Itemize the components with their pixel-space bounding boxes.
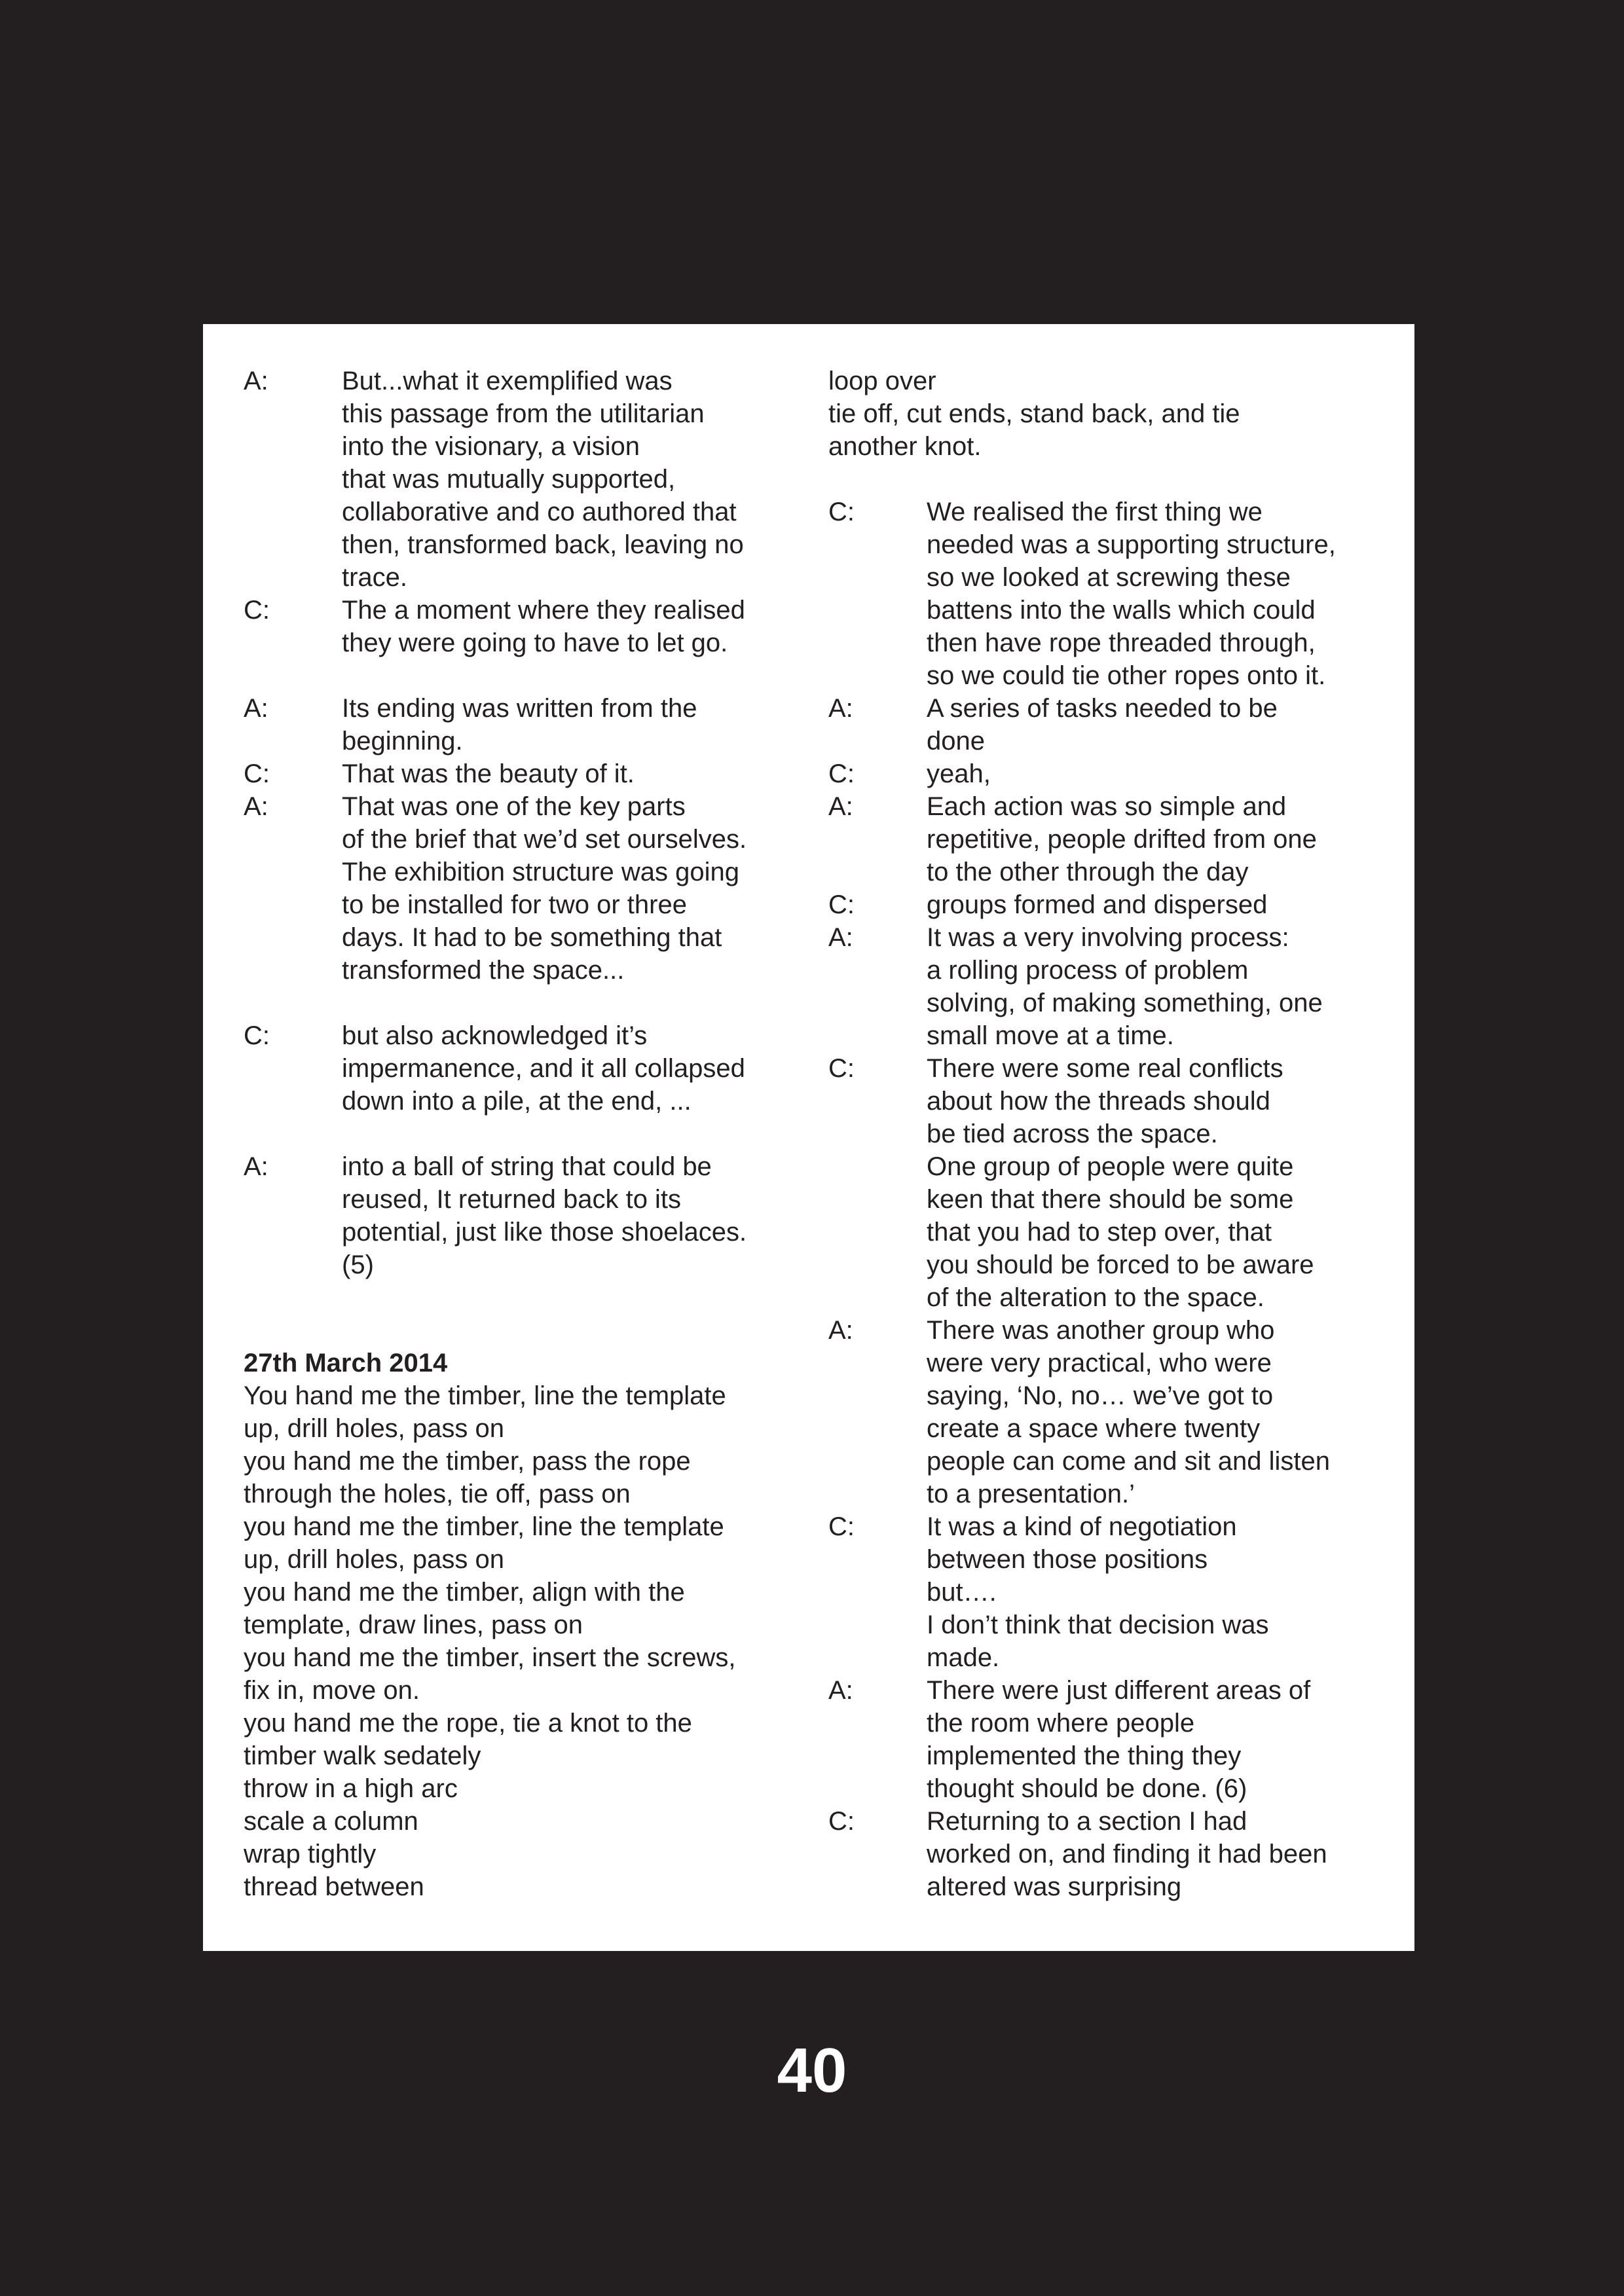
speaker-label: A:: [828, 1316, 853, 1345]
dialogue-entry: [244, 1019, 800, 1118]
dialogue-line: That was the beauty of it.: [342, 759, 635, 788]
dialogue-entry: [244, 1150, 800, 1281]
dialogue-entry: [828, 1805, 1392, 1903]
dialogue-entry: [244, 790, 800, 987]
right-column: [828, 365, 1392, 1903]
poem-line: timber walk sedately: [244, 1741, 481, 1770]
dialogue-line: solving, of making something, one: [927, 989, 1323, 1017]
poem-line: up, drill holes, pass on: [244, 1545, 505, 1574]
poem-line: you hand me the timber, line the template: [244, 1512, 724, 1541]
dialogue-line: repetitive, people drifted from one: [927, 825, 1317, 854]
poem-line: loop over: [828, 367, 936, 395]
dialogue-line: potential, just like those shoelaces.: [342, 1218, 747, 1247]
dialogue-line: people can come and sit and listen: [927, 1447, 1330, 1476]
dialogue-line: thought should be done. (6): [927, 1774, 1247, 1803]
dialogue-line: That was one of the key parts: [342, 792, 686, 821]
dialogue-line: transformed the space...: [342, 956, 625, 985]
dialogue-line: (5): [342, 1250, 374, 1279]
poem-line: you hand me the rope, tie a knot to the: [244, 1709, 692, 1738]
dialogue-line: you should be forced to be aware: [927, 1250, 1314, 1279]
poem-line: through the holes, tie off, pass on: [244, 1480, 631, 1508]
speaker-label: C:: [828, 1054, 855, 1083]
speaker-label: C:: [244, 759, 270, 788]
dialogue-line: into the visionary, a vision: [342, 432, 640, 461]
dialogue-line: Its ending was written from the: [342, 694, 697, 723]
dialogue-entry: [828, 1314, 1392, 1510]
dialogue-line: There were just different areas of: [927, 1676, 1311, 1705]
dialogue-line: to a presentation.’: [927, 1480, 1135, 1508]
dialogue-entry: [828, 1674, 1392, 1805]
dialogue-entry: [244, 757, 800, 790]
dialogue-line: I don’t think that decision was: [927, 1611, 1269, 1639]
dialogue-entry: [828, 692, 1392, 757]
dialogue-line: Each action was so simple and: [927, 792, 1287, 821]
poem-line: you hand me the timber, align with the: [244, 1578, 685, 1607]
dialogue-entry: [828, 496, 1392, 692]
poem-line: up, drill holes, pass on: [244, 1414, 505, 1443]
poem-line: you hand me the timber, pass the rope: [244, 1447, 691, 1476]
dialogue-line: battens into the walls which could: [927, 596, 1316, 625]
dialogue-line: into a ball of string that could be: [342, 1152, 712, 1181]
poem-line: another knot.: [828, 432, 982, 461]
dialogue-line: It was a very involving process:: [927, 923, 1289, 952]
speaker-label: A:: [828, 1676, 853, 1705]
dialogue-line: this passage from the utilitarian: [342, 399, 705, 428]
dialogue-entry: [828, 888, 1392, 921]
dialogue-entry: [244, 692, 800, 757]
speaker-label: C:: [828, 498, 855, 526]
speaker-label: A:: [828, 694, 853, 723]
speaker-label: C:: [244, 1021, 270, 1050]
poem-line: scale a column: [244, 1807, 418, 1836]
dialogue-line: between those positions: [927, 1545, 1208, 1574]
dialogue-line: so we could tie other ropes onto it.: [927, 661, 1326, 690]
dialogue-line: small move at a time.: [927, 1021, 1174, 1050]
text-sheet: [203, 324, 1414, 1951]
dialogue-line: reused, It returned back to its: [342, 1185, 682, 1214]
dialogue-line: There were some real conflicts: [927, 1054, 1283, 1083]
date-heading: 27th March 2014: [244, 1349, 448, 1377]
dialogue-line: We realised the first thing we: [927, 498, 1263, 526]
dialogue-line: they were going to have to let go.: [342, 629, 728, 657]
dialogue-line: that was mutually supported,: [342, 465, 676, 494]
speaker-label: A:: [244, 1152, 268, 1181]
dialogue-line: made.: [927, 1643, 1000, 1672]
dialogue-entry: [828, 1510, 1392, 1674]
speaker-label: A:: [244, 694, 268, 723]
dialogue-line: The exhibition structure was going: [342, 858, 739, 886]
speaker-label: C:: [828, 890, 855, 919]
dialogue-line: that you had to step over, that: [927, 1218, 1272, 1247]
speaker-label: C:: [828, 759, 855, 788]
speaker-label: A:: [244, 792, 268, 821]
speaker-label: C:: [828, 1807, 855, 1836]
dialogue-line: of the alteration to the space.: [927, 1283, 1264, 1312]
dialogue-line: days. It had to be something that: [342, 923, 722, 952]
dialogue-line: but also acknowledged it’s: [342, 1021, 648, 1050]
dialogue-line: yeah,: [927, 759, 991, 788]
dialogue-line: to the other through the day: [927, 858, 1249, 886]
dialogue-line: then, transformed back, leaving no: [342, 530, 744, 559]
dialogue-line: impermanence, and it all collapsed: [342, 1054, 745, 1083]
dialogue-entry: [828, 757, 1392, 790]
dialogue-line: worked on, and finding it had been: [927, 1840, 1327, 1868]
poem-line: fix in, move on.: [244, 1676, 420, 1705]
poem-line: tie off, cut ends, stand back, and tie: [828, 399, 1240, 428]
dialogue-entry: [828, 790, 1392, 888]
dialogue-line: needed was a supporting structure,: [927, 530, 1336, 559]
dialogue-line: saying, ‘No, no… we’ve got to: [927, 1381, 1274, 1410]
dialogue-line: Returning to a section I had: [927, 1807, 1247, 1836]
dialogue-line: keen that there should be some: [927, 1185, 1294, 1214]
dialogue-line: then have rope threaded through,: [927, 629, 1316, 657]
dialogue-line: One group of people were quite: [927, 1152, 1294, 1181]
poem-line: throw in a high arc: [244, 1774, 458, 1803]
dialogue-line: the room where people: [927, 1709, 1195, 1738]
dialogue-line: but….: [927, 1578, 997, 1607]
dialogue-line: implemented the thing they: [927, 1741, 1242, 1770]
dialogue-line: The a moment where they realised: [342, 596, 745, 625]
dialogue-line: groups formed and dispersed: [927, 890, 1268, 919]
dialogue-line: were very practical, who were: [927, 1349, 1272, 1377]
dialogue-line: so we looked at screwing these: [927, 563, 1291, 592]
poem-line: thread between: [244, 1872, 424, 1901]
dialogue-line: But...what it exemplified was: [342, 367, 673, 395]
speaker-label: A:: [828, 792, 853, 821]
dialogue-line: done: [927, 727, 985, 756]
dialogue-entry: [828, 921, 1392, 1052]
dialogue-line: collaborative and co authored that: [342, 498, 737, 526]
poem-line: you hand me the timber, insert the screws,: [244, 1643, 736, 1672]
dialogue-line: about how the threads should: [927, 1087, 1270, 1116]
speaker-label: A:: [828, 923, 853, 952]
poem-line: wrap tightly: [244, 1840, 377, 1868]
dialogue-line: of the brief that we’d set ourselves.: [342, 825, 747, 854]
poem-line: template, draw lines, pass on: [244, 1611, 583, 1639]
dialogue-line: to be installed for two or three: [342, 890, 687, 919]
dialogue-line: create a space where twenty: [927, 1414, 1261, 1443]
poem-line: You hand me the timber, line the template: [244, 1381, 726, 1410]
speaker-label: C:: [828, 1512, 855, 1541]
page-number: 40: [777, 2035, 847, 2105]
dialogue-line: trace.: [342, 563, 408, 592]
dialogue-line: down into a pile, at the end, ...: [342, 1087, 692, 1116]
dialogue-entry: [828, 1052, 1392, 1314]
dialogue-line: a rolling process of problem: [927, 956, 1249, 985]
dialogue-entry: [244, 594, 800, 659]
dialogue-line: beginning.: [342, 727, 463, 756]
dialogue-entry: [244, 365, 800, 594]
dialogue-line: It was a kind of negotiation: [927, 1512, 1237, 1541]
dialogue-line: be tied across the space.: [927, 1120, 1218, 1148]
dialogue-line: altered was surprising: [927, 1872, 1182, 1901]
left-column: [244, 365, 800, 1903]
dialogue-line: A series of tasks needed to be: [927, 694, 1278, 723]
speaker-label: C:: [244, 596, 270, 625]
dialogue-line: There was another group who: [927, 1316, 1275, 1345]
speaker-label: A:: [244, 367, 268, 395]
